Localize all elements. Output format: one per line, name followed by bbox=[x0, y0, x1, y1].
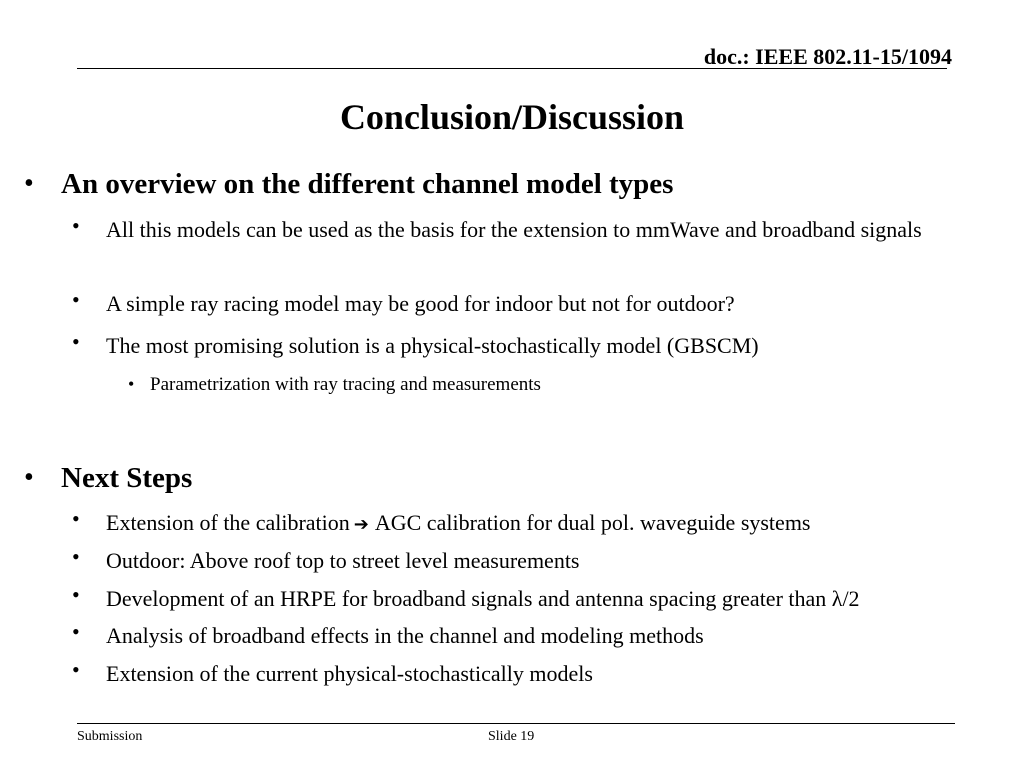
list-item-text: Analysis of broadband effects in the channel and modeling methods bbox=[106, 623, 704, 648]
bullet-icon: • bbox=[72, 544, 80, 569]
bullet-icon: • bbox=[24, 462, 34, 493]
sub-list-item-text: Parametrization with ray tracing and measurements bbox=[150, 374, 541, 395]
bullet-icon: • bbox=[24, 168, 34, 199]
footer-slide-number: Slide 19 bbox=[488, 729, 535, 744]
list-item-text: All this models can be used as the basis for the extension to mmWave and broadband signals bbox=[106, 217, 922, 242]
right-arrow-icon: ➔ bbox=[353, 514, 369, 535]
list-item-text: Extension of the current physical-stochastically models bbox=[106, 661, 593, 686]
header-divider bbox=[77, 68, 947, 69]
list-item-text: Outdoor: Above roof top to street level measurements bbox=[106, 548, 580, 573]
footer-divider bbox=[77, 723, 955, 724]
bullet-icon: • bbox=[72, 657, 80, 682]
bullet-icon: • bbox=[72, 506, 80, 531]
bullet-icon: • bbox=[72, 329, 80, 354]
bullet-icon: • bbox=[72, 287, 80, 312]
bullet-icon: • bbox=[72, 582, 80, 607]
document-id: doc.: IEEE 802.11-15/1094 bbox=[703, 44, 952, 69]
footer-submission: Submission bbox=[77, 729, 143, 744]
slide-title: Conclusion/Discussion bbox=[339, 97, 685, 137]
bullet-icon: • bbox=[72, 619, 80, 644]
section-heading-text: An overview on the different channel model types bbox=[61, 168, 674, 200]
section-heading-text: Next Steps bbox=[61, 462, 193, 494]
list-item-text bbox=[106, 506, 986, 542]
list-item-text: A simple ray racing model may be good for indoor but not for outdoor? bbox=[106, 291, 735, 316]
list-item-text-before-arrow: Extension of the calibration bbox=[106, 510, 350, 535]
bullet-icon: • bbox=[128, 374, 135, 394]
list-item-text-after-arrow: AGC calibration for dual pol. waveguide systems bbox=[374, 510, 811, 535]
bullet-icon: • bbox=[72, 213, 80, 238]
list-item-text: Development of an HRPE for broadband signals and antenna spacing greater than λ/2 bbox=[106, 586, 860, 611]
list-item-text: The most promising solution is a physical-stochastically model (GBSCM) bbox=[106, 333, 759, 358]
